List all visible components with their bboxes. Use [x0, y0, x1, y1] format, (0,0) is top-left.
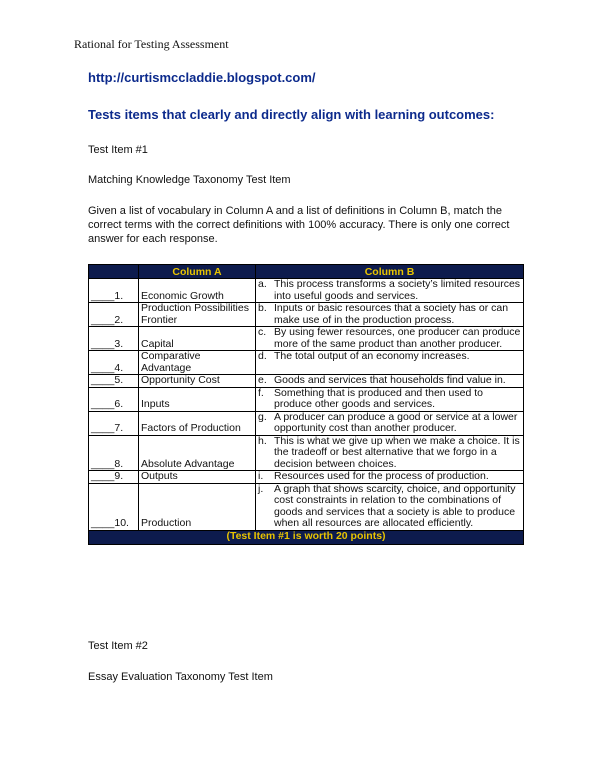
definition-text: Inputs or basic resources that a society has or can make use of in the production process. — [274, 302, 509, 326]
definition-letter: j. — [258, 482, 264, 495]
table-row — [89, 375, 524, 388]
definition-cell — [256, 327, 524, 351]
definition-cell — [256, 387, 524, 411]
definition-letter: i. — [258, 470, 264, 482]
points-note: (Test Item #1 is worth 20 points) — [89, 530, 524, 544]
definition-cell — [256, 303, 524, 327]
definition-cell — [256, 435, 524, 471]
table-row — [89, 279, 524, 303]
definition-cell — [256, 351, 524, 375]
term-cell: Outputs — [139, 471, 256, 484]
test-item-1-type: Matching Knowledge Taxonomy Test Item — [88, 174, 291, 186]
definition-text: Something that is produced and then used to produce other goods and services. — [274, 386, 483, 410]
answer-blank[interactable]: ____6. — [89, 387, 139, 411]
term-cell: Factors of Production — [139, 411, 256, 435]
term-cell: Absolute Advantage — [139, 435, 256, 471]
answer-blank[interactable]: ____4. — [89, 351, 139, 375]
definition-letter: h. — [258, 434, 267, 447]
term-cell: Opportunity Cost — [139, 375, 256, 388]
definition-text: Goods and services that households find value in. — [274, 374, 506, 386]
term-cell: Production Possibilities Frontier — [139, 303, 256, 327]
test-item-1-instructions: Given a list of vocabulary in Column A and a list of definitions in Column B, match the correct terms with the correct definitions with 100% accuracy. There is only one correct answer for each response. — [88, 205, 510, 245]
test-item-1-title: Test Item #1 — [88, 144, 148, 156]
definition-text: The total output of an economy increases. — [274, 350, 470, 362]
term-cell: Inputs — [139, 387, 256, 411]
running-head: Rational for Testing Assessment — [74, 37, 229, 51]
definition-cell — [256, 411, 524, 435]
definition-letter: g. — [258, 410, 267, 423]
blog-url-link[interactable]: http://curtismccladdie.blogspot.com/ — [88, 70, 316, 85]
table-row — [89, 327, 524, 351]
definition-letter: a. — [258, 278, 267, 290]
definition-letter: b. — [258, 302, 267, 314]
definition-cell — [256, 375, 524, 388]
definition-text: By using fewer resources, one producer can produce more of the same product than another producer. — [274, 326, 521, 350]
definition-letter: d. — [258, 350, 267, 362]
answer-blank[interactable]: ____5. — [89, 375, 139, 388]
matching-table — [88, 264, 524, 545]
header-blank — [89, 265, 139, 279]
section-heading: Tests items that clearly and directly align with learning outcomes: — [88, 107, 495, 122]
definition-letter: e. — [258, 374, 267, 386]
table-row — [89, 411, 524, 435]
answer-blank[interactable]: ____10. — [89, 483, 139, 530]
table-row — [89, 471, 524, 484]
table-header-row — [89, 265, 524, 279]
term-cell: Comparative Advantage — [139, 351, 256, 375]
table-footer-row — [89, 530, 524, 544]
answer-blank[interactable]: ____9. — [89, 471, 139, 484]
term-cell: Production — [139, 483, 256, 530]
definition-text: This is what we give up when we make a choice. It is the tradeoff or best alternative that we forgo in a decision between choices. — [274, 434, 520, 470]
answer-blank[interactable]: ____2. — [89, 303, 139, 327]
table-row — [89, 435, 524, 471]
test-item-2-title: Test Item #2 — [88, 640, 148, 652]
table-row — [89, 387, 524, 411]
definition-cell — [256, 483, 524, 530]
definition-text: A graph that shows scarcity, choice, and opportunity cost constraints in relation to the combinations of goods and services that a society is able to produce when all resources are allocated efficiently. — [274, 482, 516, 529]
definition-text: This process transforms a society’s limited resources into useful goods and services. — [274, 278, 521, 302]
definition-letter: c. — [258, 326, 267, 338]
column-b-header: Column B — [256, 265, 524, 279]
answer-blank[interactable]: ____1. — [89, 279, 139, 303]
table-row — [89, 483, 524, 530]
definition-text: Resources used for the process of production. — [274, 470, 489, 482]
answer-blank[interactable]: ____3. — [89, 327, 139, 351]
table-row — [89, 351, 524, 375]
table-row — [89, 303, 524, 327]
definition-cell — [256, 471, 524, 484]
term-cell: Capital — [139, 327, 256, 351]
answer-blank[interactable]: ____7. — [89, 411, 139, 435]
definition-letter: f. — [258, 386, 264, 399]
column-a-header: Column A — [139, 265, 256, 279]
answer-blank[interactable]: ____8. — [89, 435, 139, 471]
definition-cell — [256, 279, 524, 303]
definition-text: A producer can produce a good or service at a lower opportunity cost than another producer. — [274, 410, 518, 434]
term-cell: Economic Growth — [139, 279, 256, 303]
test-item-2-type: Essay Evaluation Taxonomy Test Item — [88, 671, 273, 683]
